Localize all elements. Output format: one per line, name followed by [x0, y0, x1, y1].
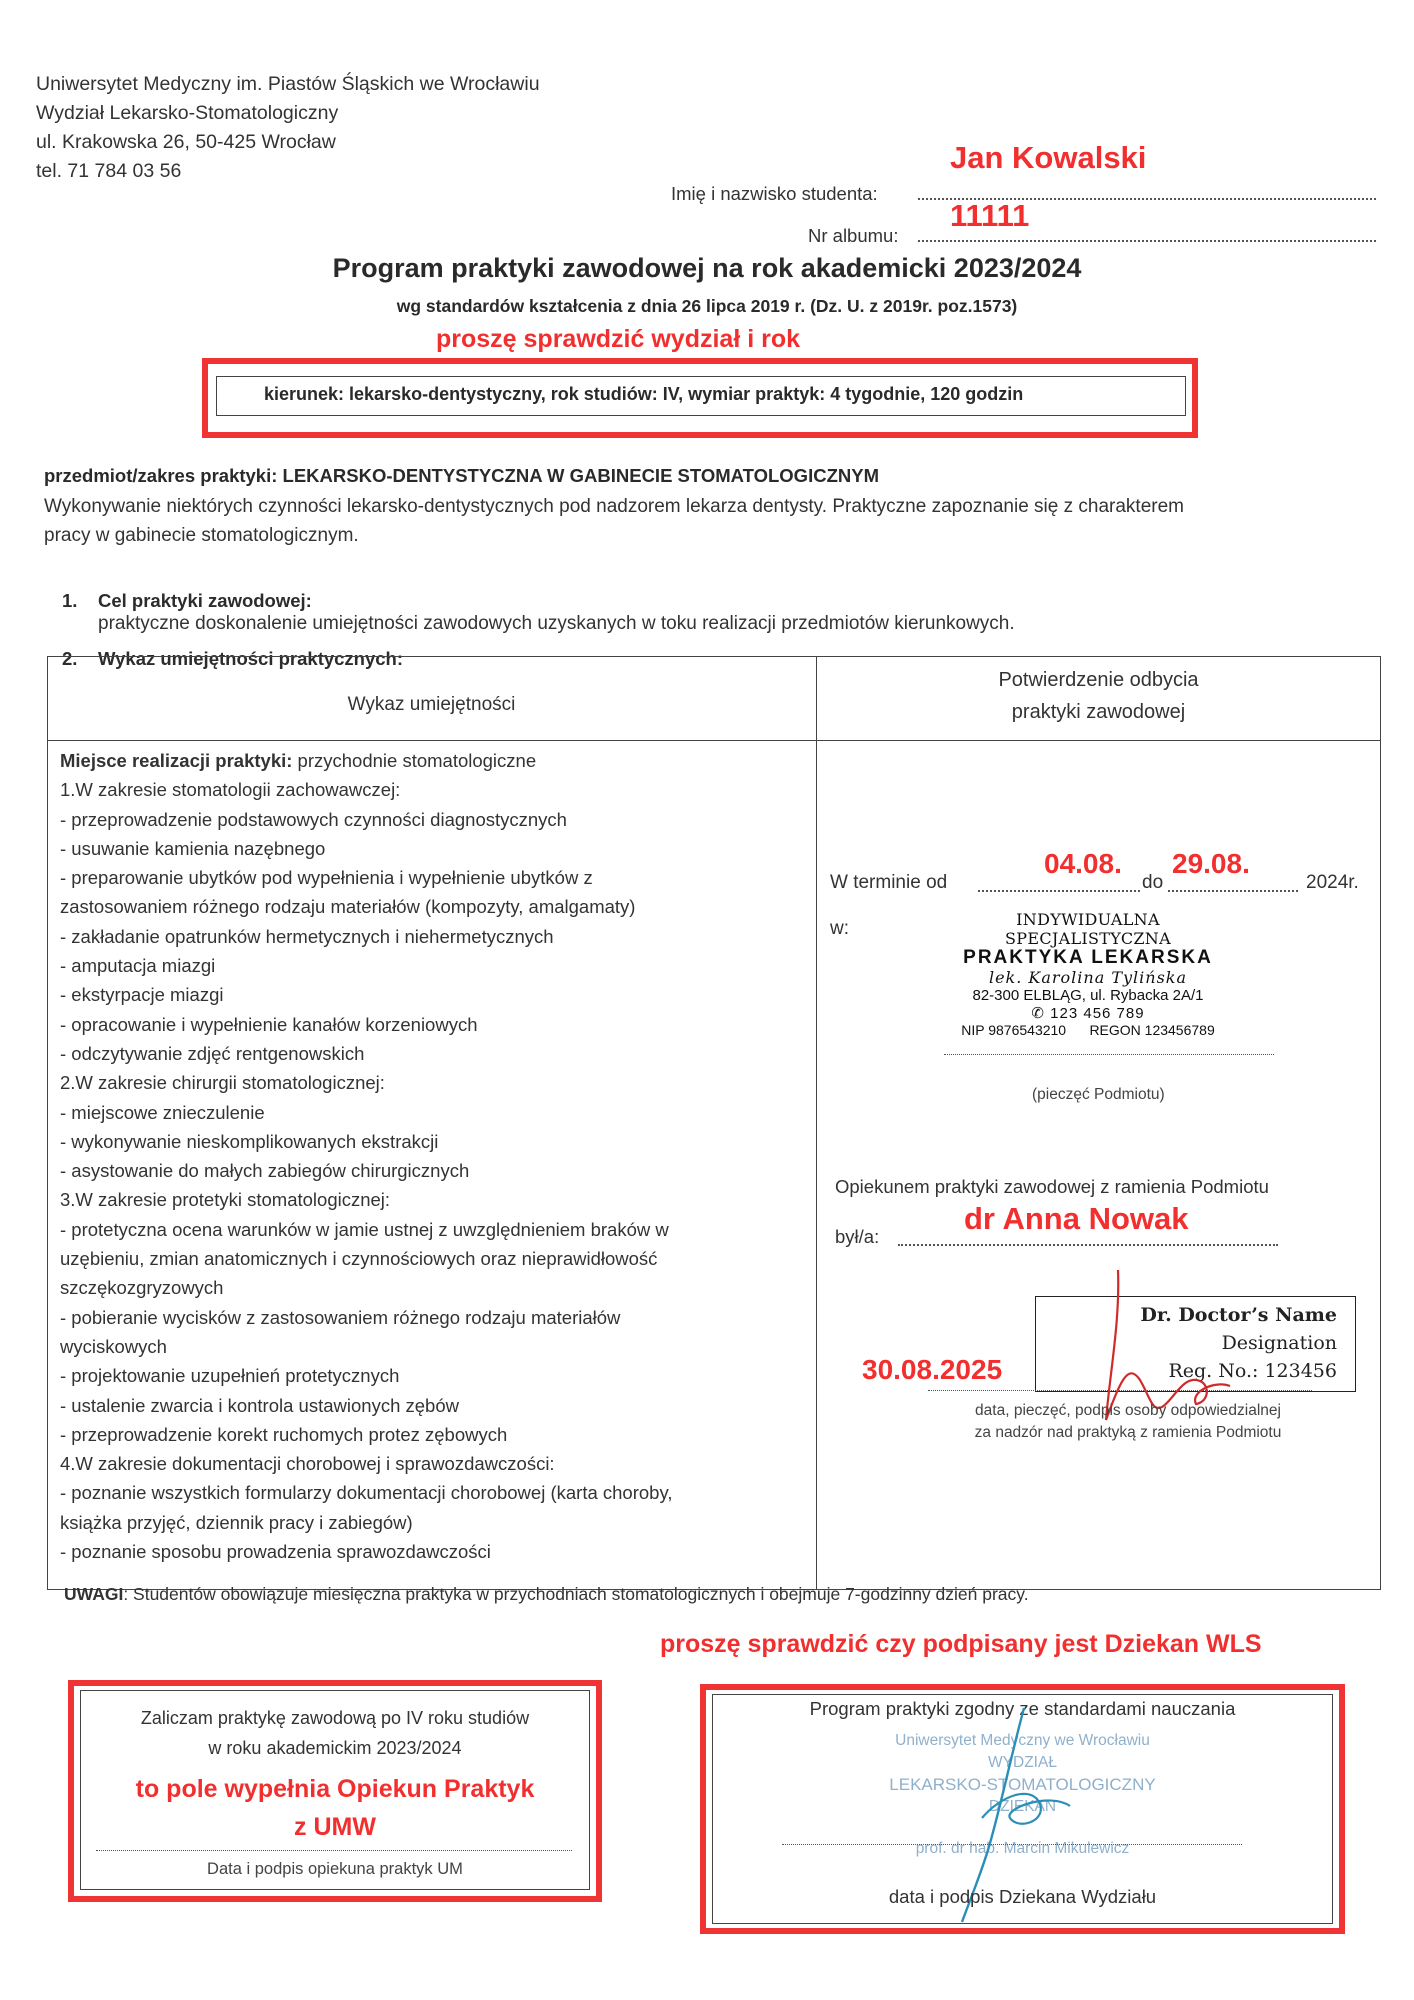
list-item: - wykonywanie nieskomplikowanych ekstrakcji	[60, 1130, 439, 1152]
dean-stamp-line5: prof. dr hab. Marcin Mikulewicz	[915, 1840, 1130, 1857]
uni-supervisor-sign-line	[96, 1850, 572, 1851]
remarks	[64, 1584, 1029, 1605]
term-to-line	[1168, 890, 1298, 892]
col2-header-line2: praktyki zawodowej	[1011, 701, 1186, 723]
uni-supervisor-note-line2: z UMW	[294, 1813, 376, 1841]
credit-line2: w roku akademickim 2023/2024	[208, 1738, 462, 1758]
dean-stamp-line4: DZIEKAN	[988, 1798, 1057, 1815]
table-column-divider	[816, 656, 817, 1590]
sign-caption-line1: data, pieczęć, podpis osoby odpowiedzialnej	[975, 1402, 1281, 1419]
dean-line1: Program praktyki zgodny ze standardami nauczania	[809, 1698, 1236, 1719]
practice-stamp	[940, 910, 1236, 1038]
list-item: 2.W zakresie chirurgii stomatologicznej:	[60, 1072, 385, 1094]
uni-supervisor-note	[80, 1770, 590, 1846]
album-number-label: Nr albumu:	[808, 225, 899, 246]
subject-desc-1: Wykonywanie niektórych czynności lekarsko-dentystycznych pod nadzorem lekarza dentysty. Praktyczne zapoznanie się z charakterem	[44, 496, 1184, 517]
student-name-value: Jan Kowalski	[950, 140, 1147, 175]
supervisor-label: Opiekunem praktyki zawodowej z ramienia Podmiotu	[835, 1176, 1269, 1197]
table-header-divider	[47, 740, 1381, 741]
list-item: - asystowanie do małych zabiegów chirurgicznych	[60, 1160, 470, 1182]
sign-line	[928, 1390, 1312, 1391]
list-item: 3.W zakresie protetyki stomatologicznej:	[60, 1189, 391, 1211]
skills-list	[60, 746, 672, 1566]
university-name: Uniwersytet Medyczny im. Piastów Śląskich we Wrocławiu	[36, 73, 540, 95]
term-year: 2024r.	[1306, 872, 1359, 893]
place-line	[60, 746, 672, 775]
note-check-dean: proszę sprawdzić czy podpisany jest Dziekan WLS	[660, 1630, 1262, 1658]
subject-line	[44, 465, 879, 487]
credit-line1: Zaliczam praktykę zawodową po IV roku studiów	[140, 1708, 530, 1728]
student-name-label: Imię i nazwisko studenta:	[671, 183, 878, 204]
dean-stamp-line1: Uniwersytet Medyczny we Wrocławiu	[895, 1732, 1150, 1749]
list-item: książka przyjęć, dziennik pracy i zabiegów)	[60, 1511, 413, 1533]
list-item: - protetyczna ocena warunków w jamie ustnej z uwzględnieniem braków w	[60, 1218, 669, 1240]
place-w-label: w:	[830, 918, 849, 939]
skills-number: 2.	[62, 648, 78, 669]
doctor-stamp-designation: Designation	[1221, 1332, 1337, 1354]
sign-caption-line2: za nadzór nad praktyką z ramienia Podmiotu	[974, 1424, 1282, 1441]
university-phone: tel. 71 784 03 56	[36, 160, 182, 182]
goal-heading: Cel praktyki zawodowej:	[98, 590, 312, 611]
list-item: 1.W zakresie stomatologii zachowawczej:	[60, 779, 401, 801]
stamp-line3: lek. Karolina Tylińska	[988, 968, 1188, 987]
col1-header: Wykaz umiejętności	[347, 694, 516, 715]
university-header	[36, 70, 540, 186]
album-number-line	[918, 240, 1376, 242]
skills-heading: Wykaz umiejętności praktycznych:	[98, 648, 404, 669]
col2-header	[816, 664, 1381, 728]
list-item: uzębieniu, zmian anatomicznych i czynnościowych oraz nieprawidłowość	[60, 1248, 658, 1270]
supervisor-value: dr Anna Nowak	[964, 1201, 1189, 1236]
stamp-line2: PRAKTYKA LEKARSKA	[963, 947, 1213, 968]
dean-stamp-line2: WYDZIAŁ	[988, 1754, 1057, 1771]
goal-number: 1.	[62, 590, 78, 611]
col2-header-line1: Potwierdzenie odbycia	[998, 669, 1199, 691]
place-value: przychodnie stomatologiczne	[292, 750, 537, 771]
album-number-value: 11111	[950, 198, 1030, 233]
list-item: - ustalenie zwarcia i kontrola ustawionych zębów	[60, 1394, 459, 1416]
list-item: - amputacja miazgi	[60, 955, 216, 977]
list-item: - ekstyrpacje miazgi	[60, 984, 224, 1006]
stamp-regon: REGON 123456789	[1089, 1022, 1215, 1038]
dean-sign-line	[782, 1844, 1242, 1845]
direction-text: kierunek: lekarsko-dentystyczny, rok studiów: IV, wymiar praktyk: 4 tygodnie, 120 godzin	[264, 384, 1024, 404]
list-item: zastosowaniem różnego rodzaju materiałów (kompozyty, amalgamaty)	[60, 896, 636, 918]
list-item: - przeprowadzenie korekt ruchomych protez zębowych	[60, 1423, 508, 1445]
list-item: - poznanie wszystkich formularzy dokumentacji chorobowej (karta choroby,	[60, 1482, 673, 1504]
supervisor-was-label: był/a:	[835, 1226, 880, 1247]
sign-date: 30.08.2025	[862, 1354, 1003, 1385]
stamp-nip: NIP 9876543210	[961, 1022, 1067, 1038]
list-item: - opracowanie i wypełnienie kanałów korzeniowych	[60, 1013, 478, 1035]
term-from-line	[978, 890, 1140, 892]
subject-value: LEKARSKO-DENTYSTYCZNA W GABINECIE STOMATOLOGICZNYM	[282, 465, 879, 486]
stamp-line5: ✆ 123 456 789	[1031, 1005, 1145, 1022]
list-item: 4.W zakresie dokumentacji chorobowej i sprawozdawczości:	[60, 1453, 555, 1475]
doctor-stamp-name: Dr. Doctor’s Name	[1140, 1304, 1337, 1326]
program-title: Program praktyki zawodowej na rok akademicki 2023/2024	[332, 253, 1082, 283]
supervisor-line	[898, 1244, 1278, 1246]
university-address: ul. Krakowska 26, 50-425 Wrocław	[36, 131, 336, 153]
uni-supervisor-caption: Data i podpis opiekuna praktyk UM	[207, 1860, 463, 1878]
term-to-value: 29.08.	[1172, 848, 1250, 879]
note-check-faculty: proszę sprawdzić wydział i rok	[436, 325, 801, 353]
uni-supervisor-note-line1: to pole wypełnia Opiekun Praktyk	[135, 1775, 535, 1803]
dean-stamp-line3: LEKARSKO-STOMATOLOGICZNY	[889, 1775, 1156, 1794]
term-from-value: 04.08.	[1044, 848, 1122, 879]
term-mid: do	[1142, 872, 1164, 893]
list-item: - preparowanie ubytków pod wypełnienia i wypełnienie ubytków z	[60, 867, 593, 889]
sign-caption	[940, 1400, 1316, 1444]
subject-desc-2: pracy w gabinecie stomatologicznym.	[44, 525, 359, 546]
program-subtitle: wg standardów kształcenia z dnia 26 lipca 2019 r. (Dz. U. z 2019r. poz.1573)	[396, 296, 1018, 316]
remarks-text: : Studentów obowiązuje miesięczna praktyka w przychodniach stomatologicznych i obejmuje 7-godzinny dzień pracy.	[123, 1584, 1029, 1604]
list-item: wyciskowych	[60, 1335, 167, 1357]
list-item: - projektowanie uzupełnień protetycznych	[60, 1365, 400, 1387]
faculty-name: Wydział Lekarsko-Stomatologiczny	[36, 102, 339, 124]
doctor-stamp-reg: Reg. No.: 123456	[1168, 1360, 1337, 1382]
list-item: - poznanie sposobu prowadzenia sprawozdawczości	[60, 1541, 491, 1563]
remarks-label: UWAGI	[64, 1584, 124, 1604]
list-item: - usuwanie kamienia nazębnego	[60, 837, 326, 859]
stamp-ids	[940, 1022, 1236, 1038]
credit-text	[80, 1703, 590, 1763]
list-item: - pobieranie wycisków z zastosowaniem różnego rodzaju materiałów	[60, 1306, 621, 1328]
list-item: - miejscowe znieczulenie	[60, 1101, 265, 1123]
place-label: Miejsce realizacji praktyki:	[60, 750, 293, 771]
dean-caption: data i podpis Dziekana Wydziału	[888, 1886, 1157, 1907]
term-label: W terminie od	[830, 872, 948, 893]
goal-text: praktyczne doskonalenie umiejętności zawodowych uzyskanych w toku realizacji przedmiotów kierunkowych.	[98, 613, 1015, 634]
stamp-line1: INDYWIDUALNA SPECJALISTYCZNA	[1005, 910, 1171, 948]
stamp-caption: (pieczęć Podmiotu)	[1032, 1086, 1165, 1103]
list-item: szczękozgryzowych	[60, 1277, 224, 1299]
stamp-line	[944, 1054, 1274, 1055]
list-item: - odczytywanie zdjęć rentgenowskich	[60, 1042, 365, 1064]
stamp-line4: 82-300 ELBLĄG, ul. Rybacka 2A/1	[972, 987, 1204, 1004]
list-item: - przeprowadzenie podstawowych czynności diagnostycznych	[60, 808, 567, 830]
subject-label: przedmiot/zakres praktyki:	[44, 465, 283, 486]
list-item: - zakładanie opatrunków hermetycznych i niehermetycznych	[60, 925, 554, 947]
